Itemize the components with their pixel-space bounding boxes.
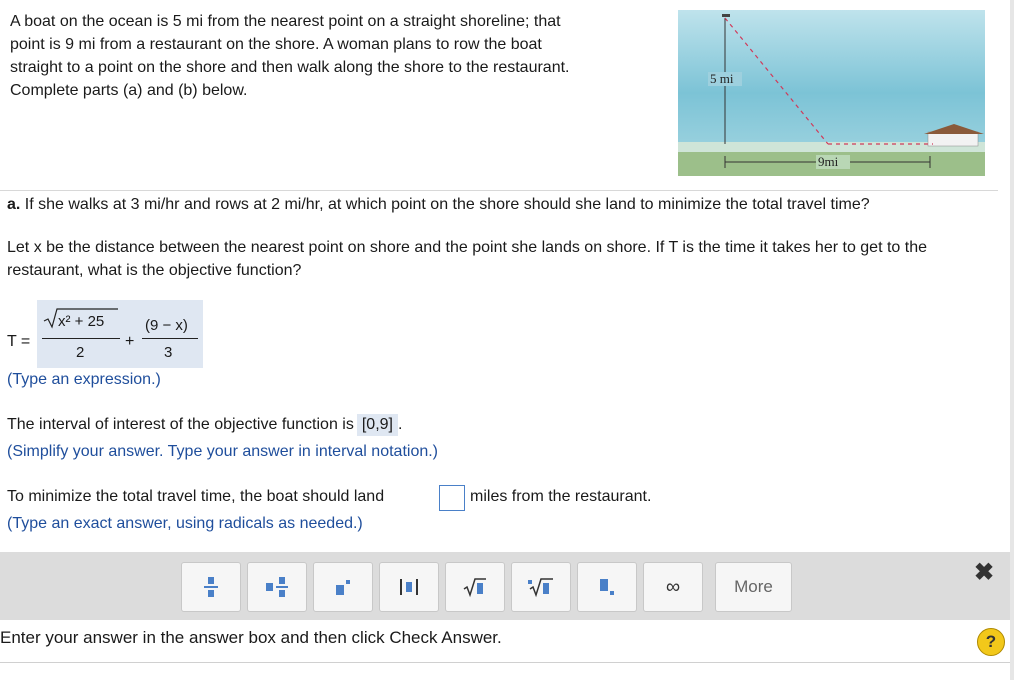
problem-line: A boat on the ocean is 5 mi from the nearest point on a straight shoreline; that [10, 13, 561, 30]
help-icon[interactable]: ? [977, 628, 1005, 656]
numerator-2: (9 − x) [145, 317, 188, 334]
exponent-icon [334, 578, 352, 596]
footer-instruction: Enter your answer in the answer box and then click Check Answer. [0, 628, 502, 647]
footer-divider [0, 662, 1010, 663]
plus-sign: + [125, 333, 135, 350]
objective-prompt: Let x be the distance between the nearest point on shore and the point she lands on shore. If T is the time it takes her to get to the restaurant, what is the objective function? [7, 239, 927, 279]
denominator-1: 2 [76, 344, 85, 361]
t-label: T = [7, 333, 31, 350]
minimize-text: To minimize the total travel time, the boat should land [7, 488, 385, 505]
subscript-button[interactable] [577, 562, 637, 612]
numerator-1: x² + 25 [58, 313, 105, 330]
hint-expression: (Type an expression.) [7, 371, 161, 388]
boat-icon [722, 14, 730, 17]
square-root-button[interactable] [445, 562, 505, 612]
infinity-icon: ∞ [665, 575, 681, 598]
interval-line [7, 414, 402, 436]
part-a-text: If she walks at 3 mi/hr and rows at 2 mi/hr, at which point on the shore should she land to minimize the total travel time? [20, 196, 870, 213]
mixed-number-icon [265, 576, 289, 598]
exponent-button[interactable] [313, 562, 373, 612]
right-edge-border [1010, 0, 1014, 680]
problem-line: Complete parts (a) and (b) below. [10, 82, 248, 99]
subscript-icon [598, 577, 616, 597]
divider [0, 190, 998, 191]
math-toolbar [0, 552, 1010, 620]
interval-period: . [398, 416, 403, 433]
hint-exact: (Type an exact answer, using radicals as needed.) [7, 515, 363, 532]
label-9mi: 9mi [818, 154, 839, 169]
miles-answer-input[interactable] [439, 485, 465, 511]
fraction-button[interactable] [181, 562, 241, 612]
denominator-2: 3 [164, 344, 173, 361]
more-button[interactable]: More [715, 562, 792, 612]
interval-text: The interval of interest of the objective function is [7, 416, 354, 433]
part-a-question [7, 196, 870, 214]
absolute-value-icon [398, 577, 420, 597]
hint-interval: (Simplify your answer. Type your answer in interval notation.) [7, 443, 439, 460]
close-icon[interactable]: ✖ [974, 559, 995, 586]
infinity-button[interactable] [643, 562, 703, 612]
interval-answer-box[interactable]: [0,9] [357, 414, 398, 436]
boat-diagram-image [678, 10, 985, 176]
boat-diagram-svg [678, 10, 985, 176]
problem-line: straight to a point on the shore and then walk along the shore to the restaurant. [10, 59, 570, 76]
nth-root-button[interactable] [511, 562, 571, 612]
fraction-icon [203, 576, 219, 598]
problem-statement [10, 10, 660, 102]
square-root-icon [462, 576, 488, 598]
absolute-value-button[interactable] [379, 562, 439, 612]
fraction-bar-2 [142, 338, 198, 339]
part-a-prefix: a. [7, 196, 21, 213]
fraction-bar-1 [42, 338, 120, 339]
mixed-number-button[interactable] [247, 562, 307, 612]
problem-line: point is 9 mi from a restaurant on the shore. A woman plans to row the boat [10, 36, 542, 53]
label-5mi: 5 mi [710, 71, 734, 86]
minimize-suffix: miles from the restaurant. [470, 488, 652, 505]
nth-root-icon [527, 576, 555, 598]
